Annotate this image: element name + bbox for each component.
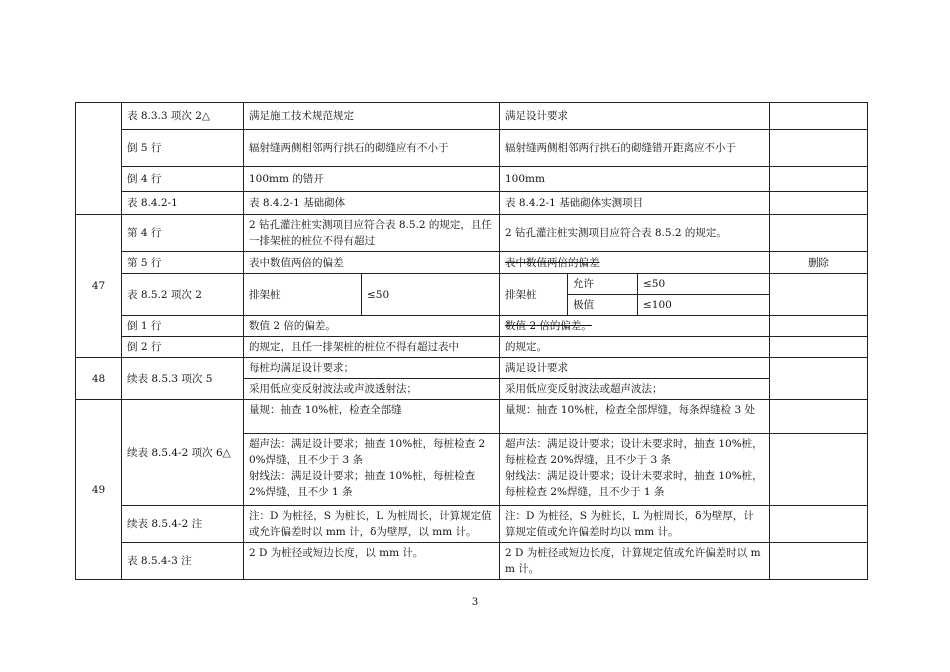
original-text-cell: 量规：抽查 10%桩，检查全部缝: [244, 400, 500, 434]
tolerance-value-cell: ≤50: [638, 274, 770, 295]
location-cell: 表 8.5.4-3 注: [122, 543, 244, 580]
original-text-cell: 数值 2 倍的偏差。: [244, 316, 500, 337]
original-text-cell: 注：D 为桩径，S 为桩长，L 为桩周长，计算规定值或允许偏差时以 mm 计，δ为壁厚，以 mm 计。: [244, 506, 500, 543]
note-cell: [770, 103, 868, 130]
note-cell: [770, 434, 868, 506]
revised-text-cell-struck: 数值 2 倍的偏差。: [500, 316, 770, 337]
original-text-cell: 辐射缝两侧相邻两行拱石的砌缝应有不小于: [244, 130, 500, 167]
revised-text-cell: 满足设计要求: [500, 358, 770, 379]
page-number: 3: [471, 597, 479, 608]
row-number-cell: [76, 103, 122, 215]
revised-text-cell: 采用低应变反射波法或超声波法；: [500, 379, 770, 400]
original-text-cell: 100mm 的错开: [244, 167, 500, 192]
location-cell: 表 8.4.2-1: [122, 192, 244, 215]
revised-text-cell: 注：D 为桩径，S 为桩长，L 为桩周长，δ为壁厚，计算规定值或允许偏差时均以 mm 计。: [500, 506, 770, 543]
location-cell: 表 8.5.2 项次 2: [122, 274, 244, 316]
limit-value-cell: ≤100: [638, 295, 770, 316]
location-cell: 续表 8.5.4-2 项次 6△: [122, 400, 244, 506]
location-cell: 倒 5 行: [122, 130, 244, 167]
revised-text-cell: 的规定。: [500, 337, 770, 358]
revised-text-cell: 2 钻孔灌注桩实测项目应符合表 8.5.2 的规定。: [500, 215, 770, 252]
revised-text-cell: [500, 434, 770, 506]
note-cell: [770, 192, 868, 215]
note-cell: 删除: [770, 252, 868, 274]
revised-text-cell: 2 D 为桩径或短边长度，计算规定值或允许偏差时以 mm 计。: [500, 543, 770, 580]
row-number-cell: 48: [76, 358, 122, 400]
original-text-cell: 2 D 为桩径或短边长度，以 mm 计。: [244, 543, 500, 580]
ultrasonic-method-text: 超声法：满足设计要求；设计未要求时，抽查 10%桩，每桩检查 20%焊缝，且不少于 3 条: [505, 438, 763, 466]
note-cell: [770, 543, 868, 580]
note-cell: [770, 167, 868, 192]
revised-text-cell: 辐射缝两侧相邻两行拱石的砌缝错开距离应不小于: [500, 130, 770, 167]
location-cell: 倒 1 行: [122, 316, 244, 337]
note-cell: [770, 130, 868, 167]
errata-table: [75, 102, 868, 580]
original-text-cell: 采用低应变反射波法或声波透射法；: [244, 379, 500, 400]
original-text-cell: 2 钻孔灌注桩实测项目应符合表 8.5.2 的规定，且任一排架桩的桩位不得有超过: [244, 215, 500, 252]
limit-label-cell: 极值: [568, 295, 638, 316]
original-text-cell: 表 8.4.2-1 基础砌体: [244, 192, 500, 215]
note-cell: [770, 400, 868, 434]
note-cell: [770, 358, 868, 400]
original-label-cell: 排架桩: [244, 274, 362, 316]
note-cell: [770, 215, 868, 252]
tolerance-label-cell: 允许: [568, 274, 638, 295]
original-value-cell: ≤50: [362, 274, 500, 316]
original-text-cell: 表中数值两倍的偏差: [244, 252, 500, 274]
note-cell: [770, 316, 868, 337]
revised-label-cell: 排架桩: [500, 274, 568, 316]
location-cell: 倒 4 行: [122, 167, 244, 192]
original-text-cell: 每桩均满足设计要求；: [244, 358, 500, 379]
row-number-cell: 49: [76, 400, 122, 580]
revised-text-cell: 满足设计要求: [500, 103, 770, 130]
note-cell: [770, 274, 868, 316]
note-cell: [770, 337, 868, 358]
radiographic-method-text: 射线法：满足设计要求；抽查 10%桩，每桩检查 2%焊缝，且不少 1 条: [249, 470, 476, 498]
location-cell: 续表 8.5.3 项次 5: [122, 358, 244, 400]
row-number-cell: 47: [76, 215, 122, 358]
radiographic-method-text: 射线法：满足设计要求；设计未要求时，抽查 10%桩，每桩检查 2%焊缝，且不少于 1 条: [505, 470, 763, 498]
revised-text-cell: 100mm: [500, 167, 770, 192]
location-cell: 倒 2 行: [122, 337, 244, 358]
revised-text-cell-struck: 表中数值两倍的偏差: [500, 252, 770, 274]
location-cell: 第 4 行: [122, 215, 244, 252]
original-text-cell: 的规定，且任一排架桩的桩位不得有超过表中: [244, 337, 500, 358]
original-text-cell: [244, 434, 500, 506]
revised-text-cell: 量规：抽查 10%桩，检查全部焊缝，每条焊缝检 3 处: [500, 400, 770, 434]
revised-text-cell: 表 8.4.2-1 基础砌体实测项目: [500, 192, 770, 215]
location-cell: 第 5 行: [122, 252, 244, 274]
location-cell: 续表 8.5.4-2 注: [122, 506, 244, 543]
original-text-cell: 满足施工技术规范规定: [244, 103, 500, 130]
ultrasonic-method-text: 超声法：满足设计要求；抽查 10%桩，每桩检查 20%焊缝，且不少于 3 条: [249, 438, 486, 466]
note-cell: [770, 506, 868, 543]
location-cell: 表 8.3.3 项次 2△: [122, 103, 244, 130]
